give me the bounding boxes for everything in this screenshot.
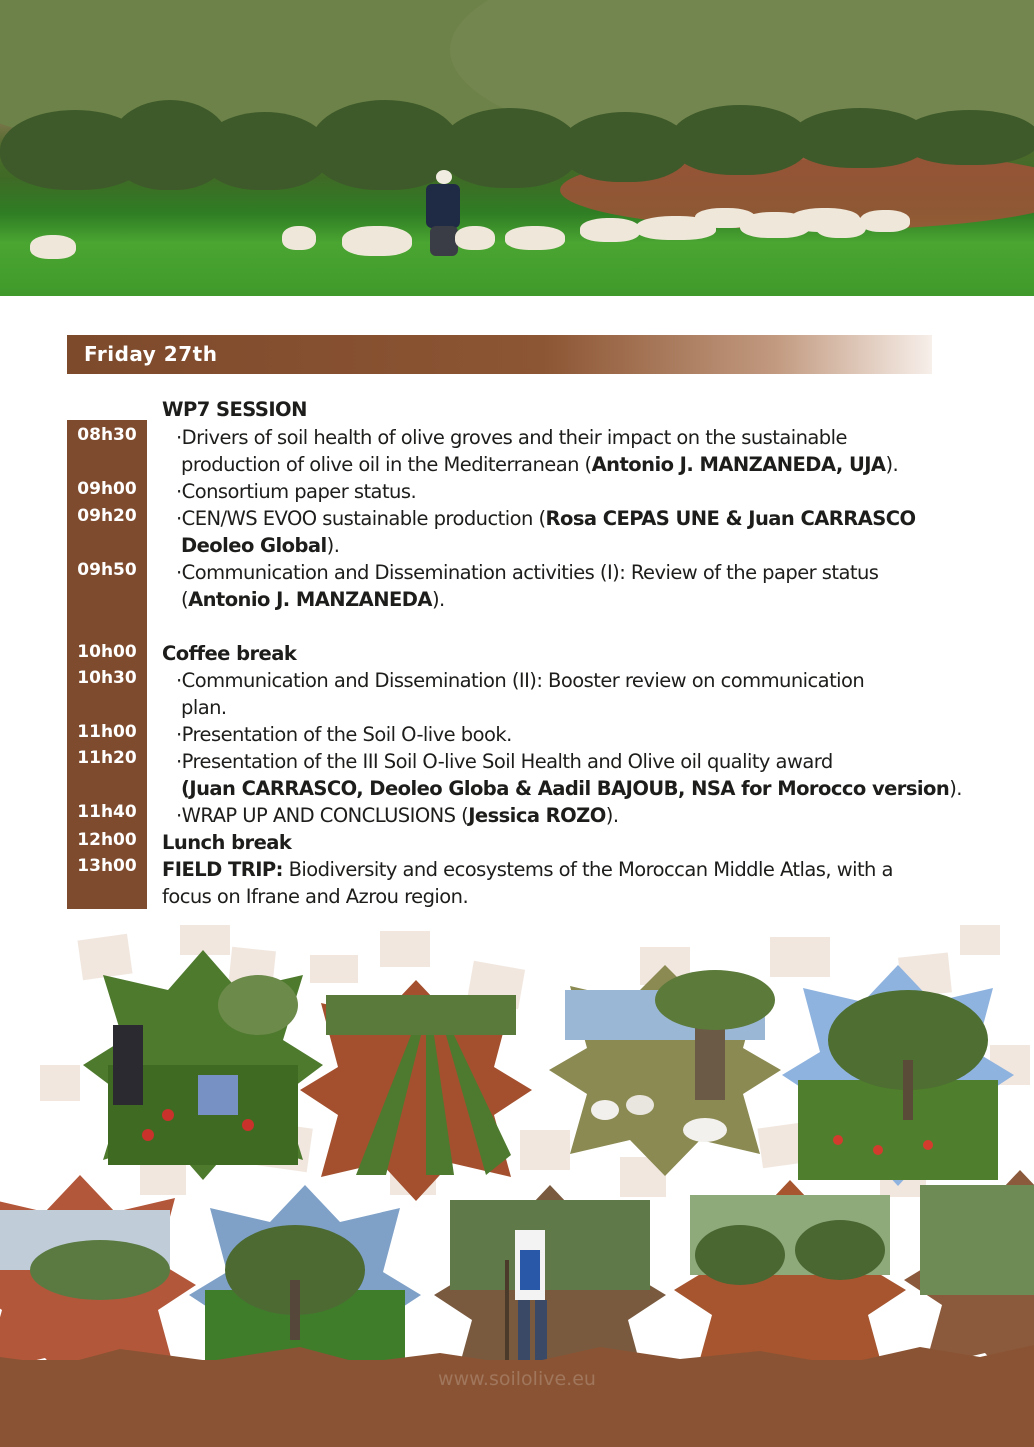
agenda-item-text: (Antonio J. MANZANEDA). <box>181 588 445 611</box>
time-slot: 11h40 <box>77 802 137 822</box>
agenda-item-text: ·Presentation of the Soil O-live book. <box>176 723 512 746</box>
time-slot: 13h00 <box>77 856 137 876</box>
photo-people-in-field <box>78 945 328 1185</box>
agenda-item-text: ·Communication and Dissemination (II): Booster review on communication <box>176 669 865 692</box>
agenda-item-text: ·Presentation of the III Soil O-live Soil Health and Olive oil quality award <box>176 750 833 773</box>
decorative-tile <box>40 1065 80 1101</box>
field-trip-text: focus on Ifrane and Azrou region. <box>162 885 469 908</box>
hero-photo-olive-grove-with-sheep <box>0 0 1034 296</box>
field-trip-text: FIELD TRIP: Biodiversity and ecosystems of the Moroccan Middle Atlas, with a <box>162 858 893 881</box>
time-column <box>67 420 147 909</box>
time-slot: 11h20 <box>77 748 137 768</box>
decorative-tile <box>960 925 1000 955</box>
agenda-item-text: plan. <box>181 696 227 719</box>
coffee-break: Coffee break <box>162 642 297 665</box>
time-slot: 10h00 <box>77 642 137 662</box>
lunch-break: Lunch break <box>162 831 292 854</box>
agenda-item-text: ·Drivers of soil health of olive groves and their impact on the sustainable <box>176 426 847 449</box>
day-header-bar <box>67 335 932 374</box>
photo-young-olive-rows <box>296 975 536 1205</box>
photo-geese-under-olive-tree <box>545 960 785 1180</box>
time-slot: 11h00 <box>77 722 137 742</box>
time-slot: 09h20 <box>77 506 137 526</box>
photo-olive-tree-with-poppies <box>778 960 1018 1190</box>
agenda-item-text: (Juan CARRASCO, Deoleo Globa & Aadil BAJOUB, NSA for Morocco version). <box>181 777 962 800</box>
time-slot: 08h30 <box>77 425 137 445</box>
agenda-item-text: ·Consortium paper status. <box>176 480 417 503</box>
agenda-item-text: ·Communication and Dissemination activities (I): Review of the paper status <box>176 561 879 584</box>
time-slot: 09h00 <box>77 479 137 499</box>
agenda-item-text: Deoleo Global). <box>181 534 340 557</box>
website-url[interactable]: www.soilolive.eu <box>438 1368 596 1390</box>
day-title: Friday 27th <box>84 342 218 366</box>
agenda-item-text: ·WRAP UP AND CONCLUSIONS (Jessica ROZO). <box>176 804 619 827</box>
agenda-item-text: ·CEN/WS EVOO sustainable production (Rosa CEPAS UNE & Juan CARRASCO <box>176 507 916 530</box>
time-slot: 09h50 <box>77 560 137 580</box>
time-slot: 10h30 <box>77 668 137 688</box>
time-slot: 12h00 <box>77 830 137 850</box>
session-title: WP7 SESSION <box>162 398 307 421</box>
decorative-tile <box>380 931 430 967</box>
agenda-item-text: production of olive oil in the Mediterranean (Antonio J. MANZANEDA, UJA). <box>181 453 899 476</box>
